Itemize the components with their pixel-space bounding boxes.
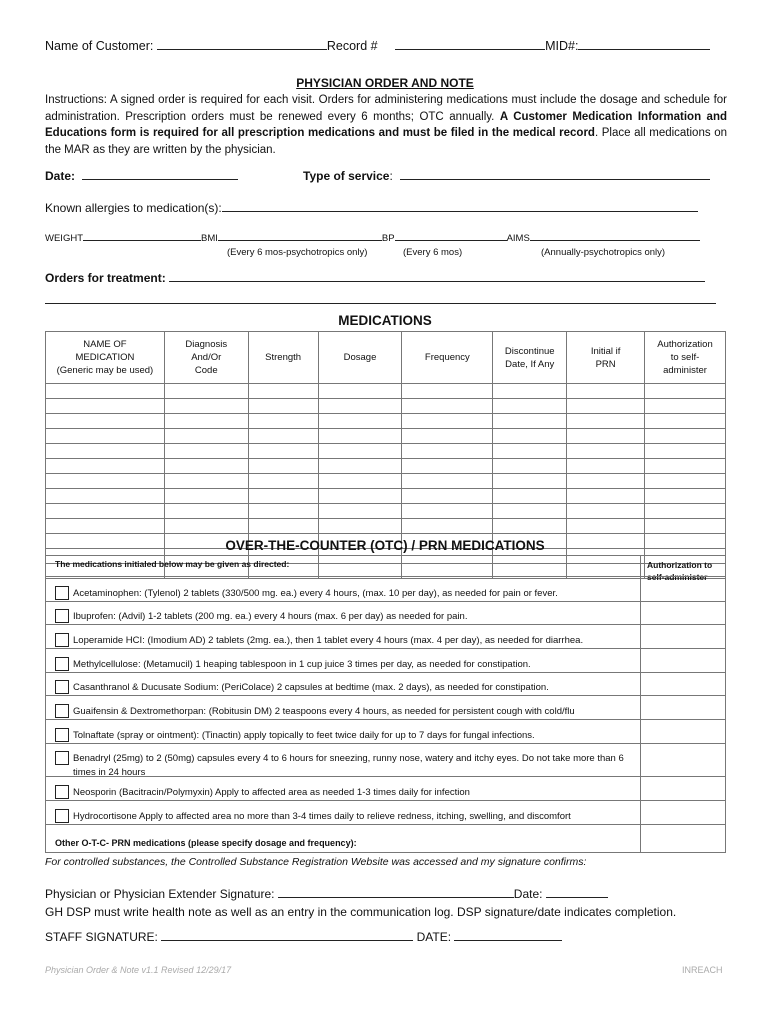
physician-date-field[interactable] <box>546 886 608 898</box>
allergies-row <box>45 200 698 215</box>
medication-cell[interactable] <box>164 489 248 504</box>
otc-item-text: Casanthranol & Ducusate Sodium: (PeriColace) 2 capsules at bedtime (max. 2 days), as needed for constipation. <box>73 682 549 693</box>
otc-checkbox[interactable] <box>55 680 69 694</box>
aims-note: (Annually-psychotropics only) <box>541 247 666 258</box>
medication-row <box>46 519 726 534</box>
footer-org: INREACH <box>682 965 723 975</box>
medication-cell[interactable] <box>645 519 726 534</box>
otc-checkbox[interactable] <box>55 586 69 600</box>
weight-label: WEIGHT <box>45 233 83 244</box>
date-row <box>45 168 238 183</box>
customer-header <box>45 38 710 53</box>
medication-cell[interactable] <box>402 519 493 534</box>
staff-signature-field[interactable] <box>161 929 413 941</box>
medication-cell[interactable] <box>46 504 165 519</box>
physician-signature-label: Physician or Physician Extender Signature: <box>45 887 275 901</box>
vitals-row <box>45 232 700 244</box>
otc-item-text: Acetaminophen: (Tylenol) 2 tablets (330/500 mg. ea.) every 4 hours, (max. 10 per day), as needed for pain or fever. <box>73 588 558 599</box>
medication-cell[interactable] <box>248 489 318 504</box>
type-of-service-field[interactable] <box>400 168 710 180</box>
otc-checkbox[interactable] <box>55 704 69 718</box>
weight-field[interactable] <box>83 232 201 241</box>
medication-cell[interactable] <box>645 444 726 459</box>
col-frequency: Frequency <box>402 332 493 384</box>
medication-cell[interactable] <box>46 489 165 504</box>
footer-version: Physician Order & Note v1.1 Revised 12/29/17 <box>45 965 232 975</box>
mid-label: MID#: <box>545 39 579 53</box>
instructions-text: Instructions: A signed order is required for each visit. Orders for administering medications must include the dosage and schedule for administration. Prescription orders must be renewed every 6 months; OTC annually. <box>45 94 727 123</box>
medication-cell[interactable] <box>567 474 645 489</box>
medication-cell[interactable] <box>567 459 645 474</box>
bmi-note: (Every 6 mos-psychotropics only) <box>227 247 368 258</box>
medication-cell[interactable] <box>46 444 165 459</box>
medication-cell[interactable] <box>567 519 645 534</box>
medications-header-row <box>46 332 726 384</box>
otc-item-text: Guaifensin & Dextromethorpan: (Robitusin DM) 2 teaspoons every 4 hours, as needed for persistent cough with cold/flu <box>73 706 575 717</box>
bp-label: BP <box>381 233 395 244</box>
col-initial-prn: Initial if PRN <box>567 332 645 384</box>
controlled-substance-note: For controlled substances, the Controlled Substance Registration Website was accessed and my signature confirms: <box>45 856 587 868</box>
medication-cell[interactable] <box>164 414 248 429</box>
otc-item-text: Benadryl (25mg) to 2 (50mg) capsules every 4 to 6 hours for sneezing, runny nose, watery and itchy eyes. Do not take more than 6 times in 24 hours <box>73 753 624 778</box>
bp-note: (Every 6 mos) <box>403 247 463 258</box>
otc-row-divider <box>46 743 725 744</box>
otc-row-divider <box>46 576 725 577</box>
medication-cell[interactable] <box>567 399 645 414</box>
medication-cell[interactable] <box>402 474 493 489</box>
medication-cell[interactable] <box>318 474 402 489</box>
medication-cell[interactable] <box>567 489 645 504</box>
otc-checkbox[interactable] <box>55 785 69 799</box>
customer-name-field[interactable] <box>157 38 327 50</box>
otc-row-divider <box>46 601 725 602</box>
medication-cell[interactable] <box>248 504 318 519</box>
medication-cell[interactable] <box>645 429 726 444</box>
col-medication-name: NAME OF MEDICATION (Generic may be used) <box>46 332 165 384</box>
medication-cell[interactable] <box>46 459 165 474</box>
medication-cell[interactable] <box>645 384 726 399</box>
otc-row-divider <box>46 648 725 649</box>
medication-cell[interactable] <box>567 384 645 399</box>
medication-cell[interactable] <box>318 459 402 474</box>
bmi-field[interactable] <box>218 232 382 241</box>
type-row <box>303 168 710 183</box>
medication-cell[interactable] <box>164 384 248 399</box>
staff-date-label: DATE: <box>416 930 452 944</box>
medication-row <box>46 474 726 489</box>
medication-cell[interactable] <box>248 384 318 399</box>
medication-cell[interactable] <box>493 519 567 534</box>
medication-cell[interactable] <box>645 489 726 504</box>
medication-cell[interactable] <box>164 429 248 444</box>
otc-item-text: Neosporin (Bacitracin/Polymyxin) Apply to affected area as needed 1-3 times daily for infection <box>73 787 470 798</box>
orders-field[interactable] <box>169 270 705 282</box>
otc-row-divider <box>46 672 725 673</box>
orders-field-line-2[interactable] <box>45 303 716 304</box>
otc-checkbox[interactable] <box>55 633 69 647</box>
otc-title: OVER-THE-COUNTER (OTC) / PRN MEDICATIONS <box>225 538 545 553</box>
medication-cell[interactable] <box>493 399 567 414</box>
medication-cell[interactable] <box>402 384 493 399</box>
col-strength: Strength <box>248 332 318 384</box>
customer-name-label: Name of Customer: <box>45 39 154 53</box>
instructions-text-end: . Place all medications on the MAR as they are written by the physician. <box>45 127 727 156</box>
medication-cell[interactable] <box>645 414 726 429</box>
medication-cell[interactable] <box>567 444 645 459</box>
medication-cell[interactable] <box>402 444 493 459</box>
medication-cell[interactable] <box>318 444 402 459</box>
medication-cell[interactable] <box>46 474 165 489</box>
orders-row <box>45 270 705 285</box>
record-field[interactable] <box>395 38 545 50</box>
medication-cell[interactable] <box>318 519 402 534</box>
type-colon: : <box>389 169 393 183</box>
medication-cell[interactable] <box>46 429 165 444</box>
medication-cell[interactable] <box>46 384 165 399</box>
medication-cell[interactable] <box>46 414 165 429</box>
aims-label: AIMS <box>506 233 530 244</box>
medication-cell[interactable] <box>164 474 248 489</box>
bmi-label: BMI <box>201 233 218 244</box>
otc-other: Other O-T-C- PRN medications (please specify dosage and frequency): <box>55 838 357 848</box>
medication-row <box>46 414 726 429</box>
medication-row <box>46 489 726 504</box>
medication-cell[interactable] <box>567 414 645 429</box>
otc-intro: The medications initialed below may be given as directed: <box>55 559 290 569</box>
medication-cell[interactable] <box>493 459 567 474</box>
medication-cell[interactable] <box>567 429 645 444</box>
otc-section <box>45 555 726 853</box>
physician-signature-row <box>45 886 608 901</box>
medications-title: MEDICATIONS <box>338 313 432 328</box>
otc-item-text: Loperamide HCI: (Imodium AD) 2 tablets (2mg. ea.), then 1 tablet every 4 hours (max. 4 per day), as needed for diarrhea. <box>73 635 584 646</box>
col-authorization: Authorization to self- administer <box>645 332 726 384</box>
medication-cell[interactable] <box>402 504 493 519</box>
medication-cell[interactable] <box>46 519 165 534</box>
bp-field[interactable] <box>395 232 507 241</box>
col-dosage: Dosage <box>318 332 402 384</box>
medication-cell[interactable] <box>248 399 318 414</box>
physician-signature-field[interactable] <box>278 886 514 898</box>
otc-item-text: Tolnaftate (spray or ointment): (Tinactin) apply topically to feet twice daily for up to 7 days for fungal infections. <box>73 730 535 741</box>
otc-row-divider <box>46 824 725 825</box>
page-title: PHYSICIAN ORDER AND NOTE <box>296 76 474 90</box>
medication-cell[interactable] <box>493 429 567 444</box>
instructions-bold: A Customer Medication Information and Educations form is required for all prescription medications and must be filed in the medical record <box>45 110 727 139</box>
allergies-field[interactable] <box>222 200 698 212</box>
medication-cell[interactable] <box>164 399 248 414</box>
otc-checkbox[interactable] <box>55 609 69 623</box>
medication-cell[interactable] <box>318 414 402 429</box>
otc-authorization-header: Authorization to self-administer <box>647 560 713 582</box>
col-diagnosis: Diagnosis And/Or Code <box>164 332 248 384</box>
medication-cell[interactable] <box>402 459 493 474</box>
medication-cell[interactable] <box>318 399 402 414</box>
medication-cell[interactable] <box>645 474 726 489</box>
otc-item-text: Methylcellulose: (Metamucil) 1 heaping tablespoon in 1 cup juice 3 times per day, as needed for constipation. <box>73 659 531 670</box>
otc-checkbox[interactable] <box>55 728 69 742</box>
medication-row <box>46 384 726 399</box>
medication-cell[interactable] <box>402 429 493 444</box>
medication-row <box>46 444 726 459</box>
date-field[interactable] <box>82 168 238 180</box>
medication-cell[interactable] <box>493 414 567 429</box>
type-of-service-label: Type of service <box>303 169 390 183</box>
medication-cell[interactable] <box>164 459 248 474</box>
medication-cell[interactable] <box>248 429 318 444</box>
medication-cell[interactable] <box>493 489 567 504</box>
aims-field[interactable] <box>530 232 700 241</box>
medication-cell[interactable] <box>645 459 726 474</box>
medication-row <box>46 459 726 474</box>
medication-cell[interactable] <box>402 489 493 504</box>
gh-dsp-note: GH DSP must write health note as well as an entry in the communication log. DSP signature/date indicates completion. <box>45 905 677 919</box>
staff-date-field[interactable] <box>454 929 562 941</box>
orders-label: Orders for treatment: <box>45 271 166 285</box>
medication-cell[interactable] <box>493 384 567 399</box>
otc-row-divider <box>46 776 725 777</box>
medication-cell[interactable] <box>248 474 318 489</box>
date-label: Date: <box>45 169 76 183</box>
col-discontinue: Discontinue Date, If Any <box>493 332 567 384</box>
medication-cell[interactable] <box>493 474 567 489</box>
medication-cell[interactable] <box>402 399 493 414</box>
medication-cell[interactable] <box>248 444 318 459</box>
medication-row <box>46 399 726 414</box>
otc-row-divider <box>46 719 725 720</box>
otc-checkbox[interactable] <box>55 657 69 671</box>
otc-checkbox[interactable] <box>55 751 69 765</box>
otc-row-divider <box>46 695 725 696</box>
medication-cell[interactable] <box>402 414 493 429</box>
allergies-label: Known allergies to medication(s): <box>45 201 222 215</box>
mid-field[interactable] <box>578 38 710 50</box>
staff-signature-label: STAFF SIGNATURE: <box>45 930 158 944</box>
medication-cell[interactable] <box>164 444 248 459</box>
medication-cell[interactable] <box>318 384 402 399</box>
medication-cell[interactable] <box>248 519 318 534</box>
otc-row-divider <box>46 800 725 801</box>
instructions <box>45 92 727 158</box>
medication-cell[interactable] <box>645 504 726 519</box>
otc-row-divider <box>46 624 725 625</box>
medication-row <box>46 504 726 519</box>
medication-cell[interactable] <box>318 429 402 444</box>
record-label: Record # <box>326 39 378 53</box>
physician-date-label: Date: <box>513 887 543 901</box>
medication-cell[interactable] <box>645 399 726 414</box>
medication-cell[interactable] <box>46 399 165 414</box>
medication-row <box>46 429 726 444</box>
medication-cell[interactable] <box>318 489 402 504</box>
otc-item-text: Hydrocortisone Apply to affected area no more than 3-4 times daily to relieve redness, itching, swelling, and discomfort <box>73 811 571 822</box>
medication-cell[interactable] <box>567 504 645 519</box>
medication-cell[interactable] <box>164 519 248 534</box>
medication-cell[interactable] <box>248 459 318 474</box>
otc-item-text: Ibuprofen: (Advil) 1-2 tablets (200 mg. ea.) every 4 hours (max. 6 per day) as needed for pain. <box>73 611 468 622</box>
medication-cell[interactable] <box>493 444 567 459</box>
staff-signature-row <box>45 929 562 944</box>
otc-checkbox[interactable] <box>55 809 69 823</box>
medication-cell[interactable] <box>248 414 318 429</box>
medication-cell[interactable] <box>164 504 248 519</box>
medication-cell[interactable] <box>493 504 567 519</box>
medication-cell[interactable] <box>318 504 402 519</box>
